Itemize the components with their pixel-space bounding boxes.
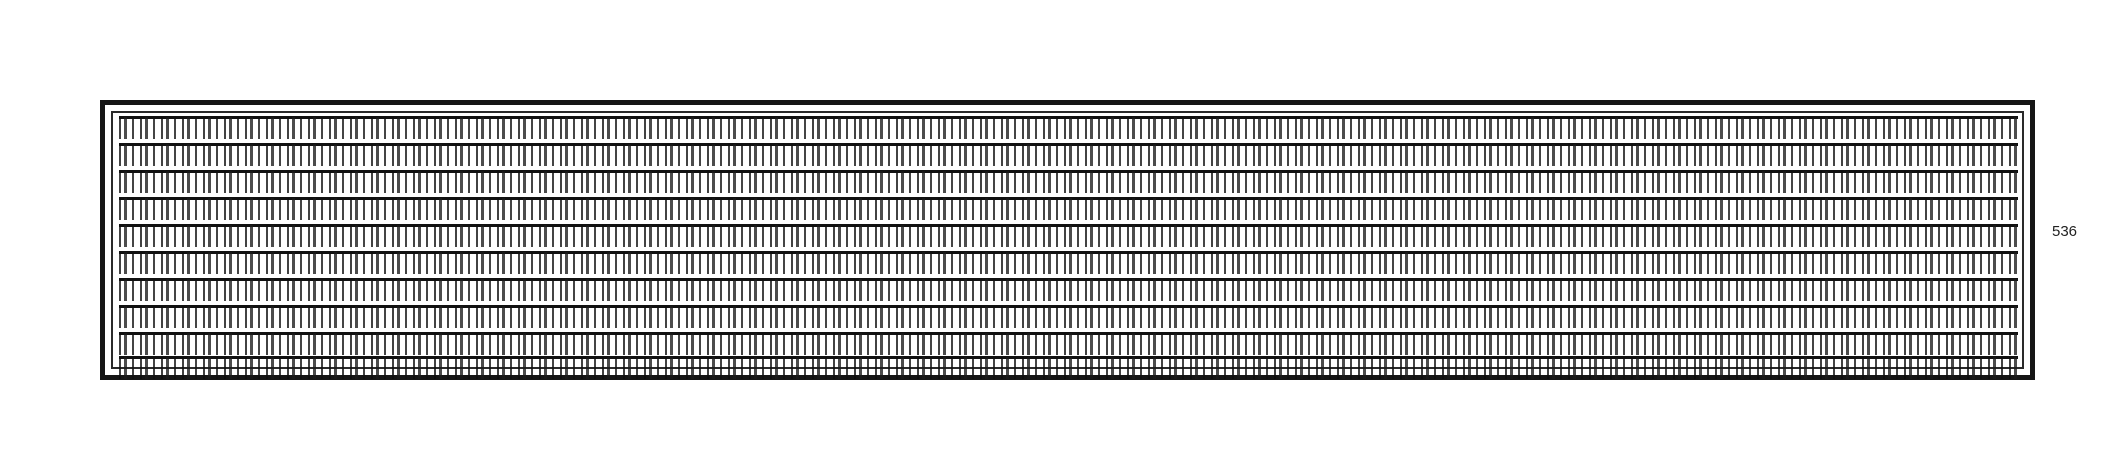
page-number: 536	[2052, 223, 2078, 240]
manuscript-folio	[100, 100, 2035, 380]
text-line-10	[119, 351, 2018, 385]
